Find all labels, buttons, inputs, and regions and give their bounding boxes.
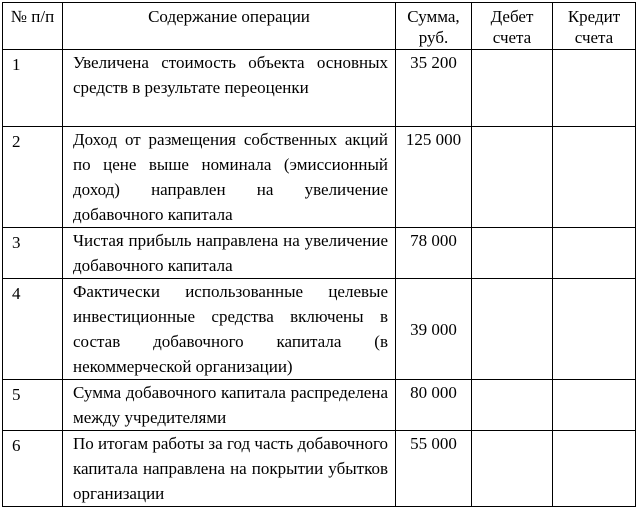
row-num: 3 bbox=[3, 228, 63, 279]
row-credit[interactable] bbox=[553, 380, 636, 431]
row-operation: Сумма добавочного капитала распределена между учредителями bbox=[63, 380, 396, 431]
row-debit[interactable] bbox=[472, 228, 553, 279]
row-operation: Увеличена стоимость объекта основных средств в результате переоценки bbox=[63, 50, 396, 127]
row-num: 5 bbox=[3, 380, 63, 431]
table-row bbox=[3, 380, 636, 431]
row-operation: Чистая прибыль направлена на увеличение добавочного капитала bbox=[63, 228, 396, 279]
row-debit[interactable] bbox=[472, 279, 553, 380]
table-row bbox=[3, 431, 636, 507]
row-operation: Доход от размещения собственных акций по цене выше номинала (эмиссионный доход) направлен на увеличение добавочного капитала bbox=[63, 127, 396, 228]
row-num: 6 bbox=[3, 431, 63, 507]
row-credit[interactable] bbox=[553, 50, 636, 127]
row-credit[interactable] bbox=[553, 127, 636, 228]
row-num: 2 bbox=[3, 127, 63, 228]
operations-table bbox=[2, 2, 636, 507]
row-credit[interactable] bbox=[553, 431, 636, 507]
header-amount: Сумма, руб. bbox=[396, 3, 472, 50]
header-row bbox=[3, 3, 636, 50]
row-amount: 125 000 bbox=[396, 127, 472, 228]
row-debit[interactable] bbox=[472, 431, 553, 507]
row-amount: 39 000 bbox=[396, 279, 472, 380]
row-amount: 35 200 bbox=[396, 50, 472, 127]
header-debit: Дебет счета bbox=[472, 3, 553, 50]
header-num: № п/п bbox=[3, 3, 63, 50]
table-row bbox=[3, 50, 636, 127]
table-row bbox=[3, 228, 636, 279]
row-amount: 78 000 bbox=[396, 228, 472, 279]
header-credit: Кредит счета bbox=[553, 3, 636, 50]
header-operation: Содержание операции bbox=[63, 3, 396, 50]
row-amount: 80 000 bbox=[396, 380, 472, 431]
table-row bbox=[3, 127, 636, 228]
row-credit[interactable] bbox=[553, 279, 636, 380]
table-row bbox=[3, 279, 636, 380]
row-debit[interactable] bbox=[472, 50, 553, 127]
row-debit[interactable] bbox=[472, 380, 553, 431]
row-operation: Фактически использованные целевые инвестиционные средства включены в состав добавочного капитала (в некоммерческой организации) bbox=[63, 279, 396, 380]
row-operation: По итогам работы за год часть добавочного капитала направлена на покрытии убытков организации bbox=[63, 431, 396, 507]
row-num: 4 bbox=[3, 279, 63, 380]
row-credit[interactable] bbox=[553, 228, 636, 279]
row-amount: 55 000 bbox=[396, 431, 472, 507]
row-num: 1 bbox=[3, 50, 63, 127]
row-debit[interactable] bbox=[472, 127, 553, 228]
